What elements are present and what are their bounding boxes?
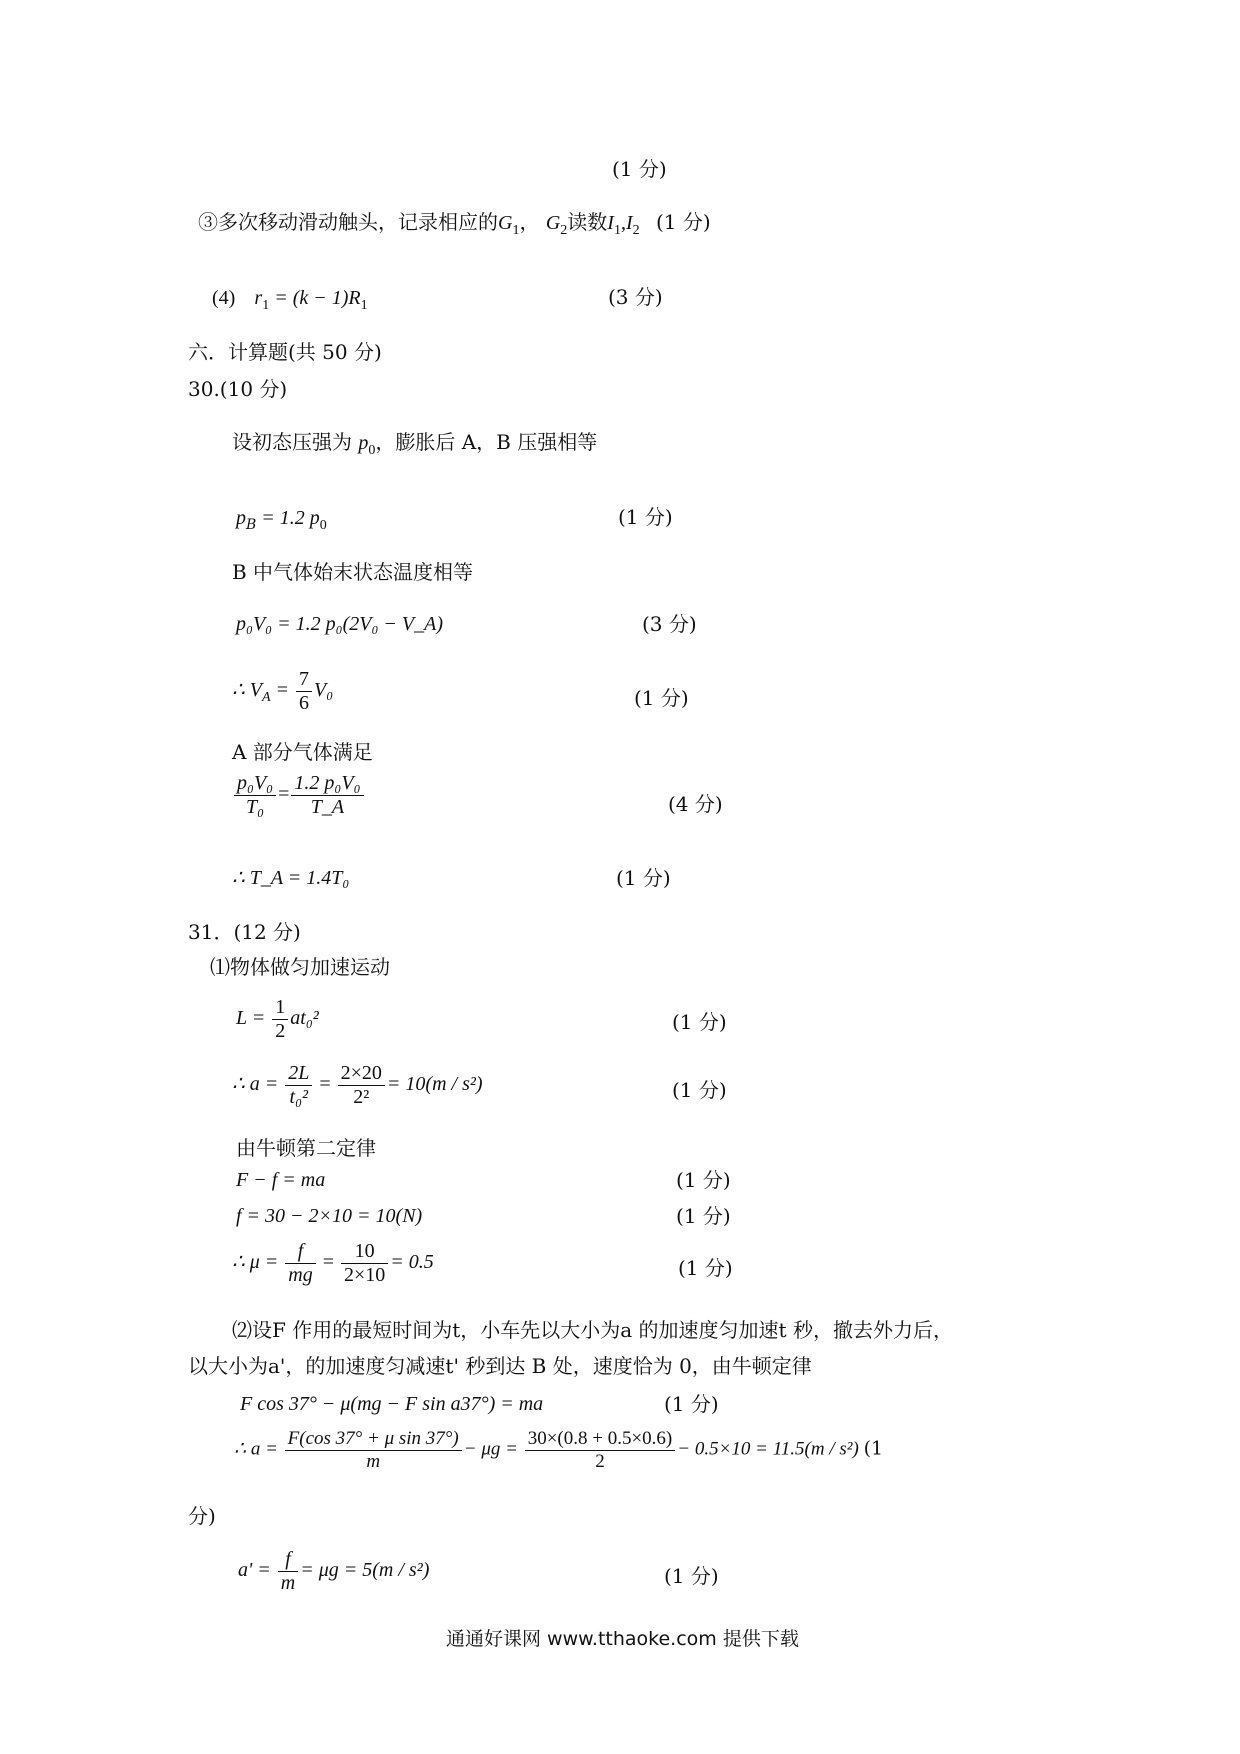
question-31-heading: 31．(12 分) — [188, 920, 301, 944]
question-30-heading: 30.(10 分) — [188, 377, 288, 401]
score-line-19: (1 分) — [676, 1168, 731, 1192]
q30-intro: 设初态压强为 $p_0$，膨胀后 A，B 压强相等 — [232, 430, 598, 458]
step-3-text: ③多次移动滑动触头，记录相应的 — [198, 210, 498, 234]
score-line-13: (1 分) — [616, 866, 671, 890]
score-line-1: (1 分) — [612, 157, 667, 181]
fraction: $\frac{2\times 20}{\text{2²}}$ — [338, 1062, 385, 1109]
q31-eq-mu: ∴ μ = $\frac{f}{mg}$ = $\frac{10}{2\times 10}$ = 0.5 — [232, 1240, 434, 1286]
score-line-10: (1 分) — [634, 686, 689, 710]
q31-part-2-line1: ⑵设F 作用的最短时间为t，小车先以大小为a 的加速度匀加速t 秒，撤去外力后， — [232, 1318, 953, 1342]
q30-eq-gas-law: $\frac{\text{p₀V₀}}{\text{T₀}}$ = $\frac{\text{1.2 p₀V₀}}{T\_A}$ — [232, 772, 366, 819]
score-line-3: (3 分) — [608, 285, 663, 309]
section-heading: 六．计算题(共 50 分) — [188, 340, 382, 364]
q30-text-a: A 部分气体满足 — [232, 740, 373, 764]
fraction: $\frac{\text{1.2 p₀V₀}}{T\_A}$ — [291, 772, 363, 819]
score-line-17: (1 分) — [672, 1078, 727, 1102]
fraction: $\frac{\text{F(cos 37° + μ sin 37°)}}{m}$ — [285, 1428, 462, 1473]
fraction: $\frac{30\times(0.8 + 0.5\times 0.6)}{2}$ — [525, 1428, 676, 1473]
score-line-21: (1 分) — [678, 1256, 733, 1280]
fraction: $\frac{2L}{\text{t₀²}}$ — [285, 1062, 312, 1109]
q31-eq-accel: ∴ a = $\frac{\text{F(cos 37° + μ sin 37°)}}{m}$ − μg = $\frac{30\times(0.8 + 0.5\times 0.6)}{2}$ − 0.5×10 = 11.5(m / s²) (1 — [234, 1428, 884, 1472]
fraction: $\frac{\text{p₀V₀}}{\text{T₀}}$ — [234, 772, 276, 819]
q31-eq-force: F − f = ma — [236, 1169, 326, 1191]
part-4-formula: (4) $r_1 = (k - 1)R_1$ — [212, 287, 368, 313]
step-3-line: ③多次移动滑动触头，记录相应的$G_1$， $G_2$读数$I_1,I_2$ (1 分) — [198, 210, 711, 238]
score-badge: (1 分) — [655, 210, 711, 234]
score-line-27: (1 分) — [664, 1564, 719, 1588]
score-line-7: (1 分) — [618, 505, 673, 529]
q30-eq-ta: ∴ T_A = 1.4T₀ — [232, 867, 350, 889]
q31-eq-a: ∴ a = $\frac{2L}{\text{t₀²}}$ = $\frac{2\times 20}{\text{2²}}$ = 10(m / s²) — [232, 1062, 483, 1108]
q31-eq-newton2: F cos 37° − μ(mg − F sin a37°) = ma — [240, 1393, 544, 1415]
q31-part-2-line2: 以大小为a'，的加速度匀减速t' 秒到达 B 处，速度恰为 0，由牛顿定律 — [188, 1354, 812, 1378]
score-line-16: (1 分) — [672, 1010, 727, 1034]
q31-newton: 由牛顿第二定律 — [236, 1136, 376, 1160]
score-line-20: (1 分) — [676, 1204, 731, 1228]
score-line-12: (4 分) — [668, 792, 723, 816]
q31-eq-a-prime: a' = $\frac{f}{m}$ = μg = 5(m / s²) — [238, 1548, 430, 1594]
score-line-25-cont: 分) — [188, 1504, 216, 1528]
fraction: $\frac{f}{mg}$ — [285, 1240, 315, 1287]
fraction: $\frac{10}{2\times 10}$ — [341, 1240, 388, 1287]
score-line-24: (1 分) — [664, 1392, 719, 1416]
fraction: $\frac{f}{m}$ — [278, 1548, 298, 1595]
q31-eq-friction: f = 30 − 2×10 = 10(N) — [236, 1205, 423, 1227]
q31-eq-l: L = $\frac{1}{2}$ at₀² — [236, 996, 319, 1042]
q30-eq-pb: $p_B = 1.2$ $p_0$ — [236, 507, 327, 533]
q31-part-1: ⑴物体做匀加速运动 — [210, 955, 390, 979]
fraction: $\frac{1}{2}$ — [272, 996, 288, 1043]
q30-text-b: B 中气体始末状态温度相等 — [232, 560, 474, 584]
score-line-9: (3 分) — [642, 612, 697, 636]
footer-source: 通通好课网 www.tthaoke.com 提供下载 — [446, 1628, 799, 1650]
fraction: $\frac{7}{6}$ — [296, 668, 312, 715]
q30-eq-boyle: p₀V₀ = 1.2 p₀(2V₀ − V_A) — [236, 613, 443, 635]
q30-eq-va: ∴ $V_A$ = $\frac{7}{6}$ V₀ — [232, 668, 334, 714]
